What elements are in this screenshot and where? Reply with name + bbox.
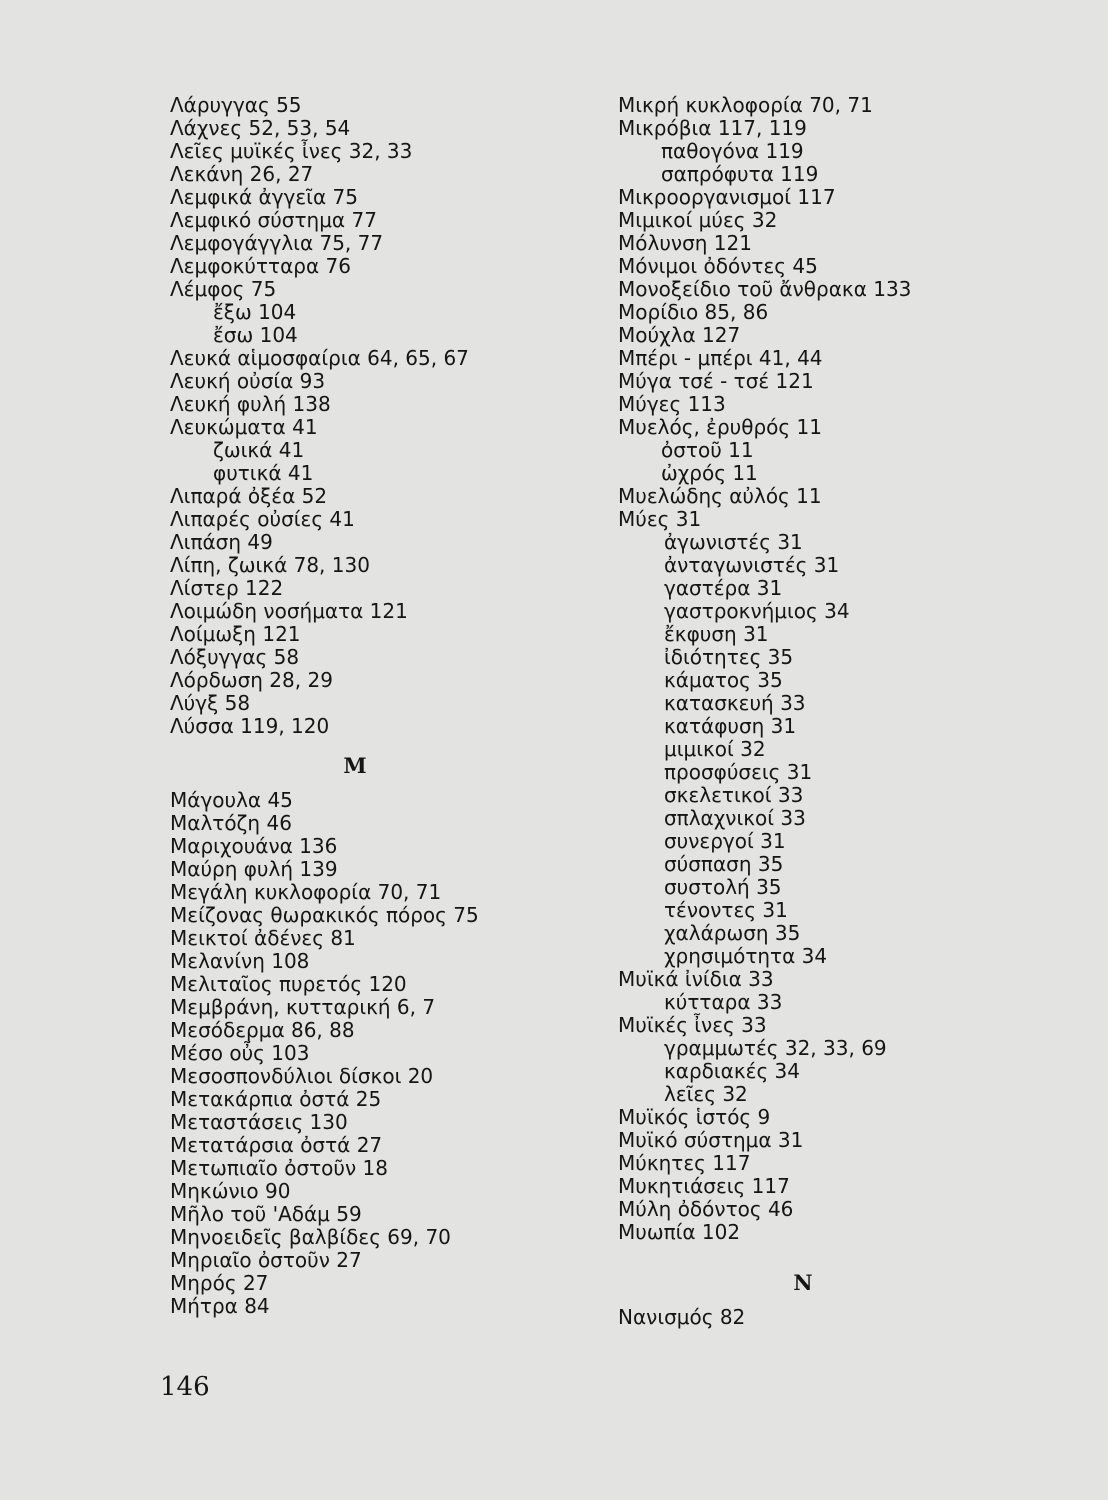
subentry: ζωικά 41 <box>213 438 305 462</box>
entry: Μαλτόζη 46 <box>170 811 292 835</box>
subentry: κάματος 35 <box>664 668 783 692</box>
entry: Μόνιμοι ὀδόντες 45 <box>618 254 818 278</box>
subentry: σύσπαση 35 <box>664 852 784 876</box>
entry: Μέσο οὖς 103 <box>170 1041 310 1065</box>
entry: Λεῖες μυϊκές ἶνες 32, 33 <box>170 139 413 163</box>
subentry: σπλαχνικοί 33 <box>664 806 806 830</box>
entry: Νανισμός 82 <box>618 1305 746 1329</box>
entry: Μιμικοί μύες 32 <box>618 208 778 232</box>
subentry: σκελετικοί 33 <box>664 783 804 807</box>
entry: Μύες 31 <box>618 507 702 531</box>
entry: Λίπη, ζωικά 78, 130 <box>170 553 370 577</box>
subentry: χαλάρωση 35 <box>664 921 801 945</box>
entry: Μεικτοί ἀδένες 81 <box>170 926 356 950</box>
entry: Λεμφογάγγλια 75, 77 <box>170 231 384 255</box>
entry: Μεμβράνη, κυτταρική 6, 7 <box>170 995 436 1019</box>
entry: Λιπαρά ὀξέα 52 <box>170 484 328 508</box>
entry: Μύκητες 117 <box>618 1151 751 1175</box>
entry: Μύγες 113 <box>618 392 726 416</box>
subentry: γαστροκνήμιος 34 <box>664 599 850 623</box>
section-letter-n: Ν <box>793 1270 813 1295</box>
subentry: γραμμωτές 32, 33, 69 <box>664 1036 887 1060</box>
entry: Μπέρι - μπέρι 41, 44 <box>618 346 823 370</box>
subentry: προσφύσεις 31 <box>664 760 813 784</box>
entry: Λευκά αἱμοσφαίρια 64, 65, 67 <box>170 346 469 370</box>
entry: Λευκή φυλή 138 <box>170 392 331 416</box>
entry: Λεμφικό σύστημα 77 <box>170 208 377 232</box>
entry: Μύγα τσέ - τσέ 121 <box>618 369 814 393</box>
subentry: μιμικοί 32 <box>664 737 766 761</box>
entry: Λέμφος 75 <box>170 277 277 301</box>
entry: Λόξυγγας 58 <box>170 645 300 669</box>
entry: Μηκώνιο 90 <box>170 1179 291 1203</box>
subentry: ἔξω 104 <box>213 300 297 324</box>
entry: Μονοξείδιο τοῦ ἄνθρακα 133 <box>618 277 912 301</box>
left-column <box>170 94 570 1318</box>
entry: Μυϊκό σύστημα 31 <box>618 1128 804 1152</box>
entry: Μεσόδερμα 86, 88 <box>170 1018 355 1042</box>
entry: Μελανίνη 108 <box>170 949 310 973</box>
section-letter-m: Μ <box>343 753 367 778</box>
entry: Μορίδιο 85, 86 <box>618 300 769 324</box>
page-number: 146 <box>160 1372 210 1402</box>
entry: Μετατάρσια ὀστά 27 <box>170 1133 383 1157</box>
entry: Μαριχουάνα 136 <box>170 834 338 858</box>
entry: Μυϊκός ἱστός 9 <box>618 1105 771 1129</box>
entry: Μυελός, ἐρυθρός 11 <box>618 415 822 439</box>
entry: Μελιταῖος πυρετός 120 <box>170 972 407 996</box>
right-column <box>618 94 1058 1329</box>
entry: Μαύρη φυλή 139 <box>170 857 338 881</box>
entry: Μούχλα 127 <box>618 323 741 347</box>
entry: Λεμφοκύτταρα 76 <box>170 254 351 278</box>
entry: Μετωπιαῖο ὀστοῦν 18 <box>170 1156 388 1180</box>
subentry: συνεργοί 31 <box>664 829 786 853</box>
subentry: κύτταρα 33 <box>664 990 783 1014</box>
subentry: παθογόνα 119 <box>661 139 804 163</box>
subentry: συστολή 35 <box>664 875 782 899</box>
entry: Μηριαῖο ὀστοῦν 27 <box>170 1248 362 1272</box>
entry: Μικροοργανισμοί 117 <box>618 185 836 209</box>
entry: Μείζονας θωρακικός πόρος 75 <box>170 903 479 927</box>
entry: Μόλυνση 121 <box>618 231 752 255</box>
entry: Λάρυγγας 55 <box>170 93 302 117</box>
entry: Μικρή κυκλοφορία 70, 71 <box>618 93 873 117</box>
subentry: φυτικά 41 <box>213 461 314 485</box>
entry: Λοιμώδη νοσήματα 121 <box>170 599 408 623</box>
entry: Μῆλο τοῦ 'Αδάμ 59 <box>170 1202 362 1226</box>
entry: Μυελώδης αὐλός 11 <box>618 484 822 508</box>
entry: Λεμφικά ἀγγεῖα 75 <box>170 185 358 209</box>
entry: Μεσοσπονδύλιοι δίσκοι 20 <box>170 1064 434 1088</box>
entry: Λάχνες 52, 53, 54 <box>170 116 351 140</box>
entry: Μυκητιάσεις 117 <box>618 1174 790 1198</box>
subentry: ἀνταγωνιστές 31 <box>664 553 840 577</box>
entry: Λευκή οὐσία 93 <box>170 369 326 393</box>
entry: Λύγξ 58 <box>170 691 251 715</box>
subentry: τένοντες 31 <box>664 898 788 922</box>
entry: Λίστερ 122 <box>170 576 284 600</box>
entry: Λευκώματα 41 <box>170 415 318 439</box>
entry: Λοίμωξη 121 <box>170 622 301 646</box>
subentry: ἔκφυση 31 <box>664 622 769 646</box>
subentry: ἀγωνιστές 31 <box>664 530 803 554</box>
entry: Μάγουλα 45 <box>170 788 293 812</box>
entry: Μεταστάσεις 130 <box>170 1110 348 1134</box>
subentry: ὀστοῦ 11 <box>661 438 754 462</box>
entry: Μυωπία 102 <box>618 1220 741 1244</box>
entry: Λόρδωση 28, 29 <box>170 668 333 692</box>
subentry: ἰδιότητες 35 <box>664 645 794 669</box>
entry: Λιπαρές οὐσίες 41 <box>170 507 355 531</box>
subentry: καρδιακές 34 <box>664 1059 800 1083</box>
entry: Λεκάνη 26, 27 <box>170 162 314 186</box>
entry: Μυϊκές ἶνες 33 <box>618 1013 767 1037</box>
entry: Λύσσα 119, 120 <box>170 714 330 738</box>
subentry: ὠχρός 11 <box>661 461 758 485</box>
entry: Μύλη ὀδόντος 46 <box>618 1197 794 1221</box>
entry: Μυϊκά ἰνίδια 33 <box>618 967 774 991</box>
subentry: ἔσω 104 <box>213 323 298 347</box>
entry: Μετακάρπια ὀστά 25 <box>170 1087 382 1111</box>
subentry: κατάφυση 31 <box>664 714 797 738</box>
entry: Μικρόβια 117, 119 <box>618 116 807 140</box>
entry: Μήτρα 84 <box>170 1294 270 1318</box>
subentry: κατασκευή 33 <box>664 691 806 715</box>
entry: Λιπάση 49 <box>170 530 273 554</box>
subentry: σαπρόφυτα 119 <box>661 162 819 186</box>
entry: Μηνοειδεῖς βαλβίδες 69, 70 <box>170 1225 451 1249</box>
subentry: λεῖες 32 <box>664 1082 748 1106</box>
entry: Μεγάλη κυκλοφορία 70, 71 <box>170 880 442 904</box>
entry: Μηρός 27 <box>170 1271 269 1295</box>
subentry: γαστέρα 31 <box>664 576 783 600</box>
subentry: χρησιμότητα 34 <box>664 944 828 968</box>
